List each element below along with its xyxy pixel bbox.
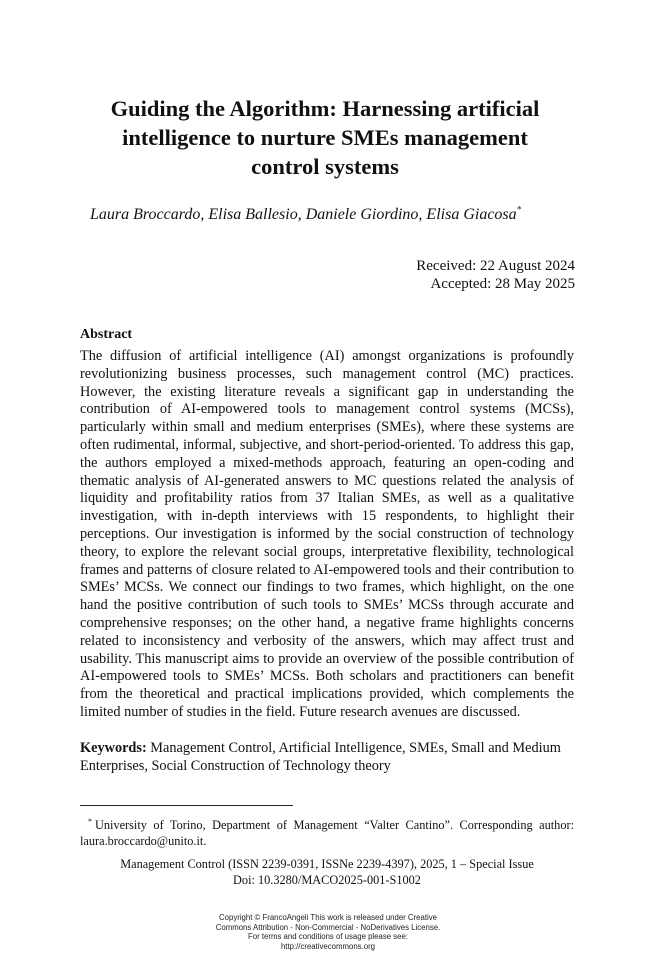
paper-title bbox=[90, 94, 560, 181]
submission-dates bbox=[416, 257, 575, 293]
abstract-text: The diffusion of artificial intelligence (AI) amongst organizations is profoundly revolutionizing business processes, such management control (MC) practices. However, the existing literature reveals a significant gap in understanding the contribution of AI-empowered tools to management control systems (MCSs), particularly within small and medium enterprises (SMEs), where these systems are often rudimental, informal, subjective, and short-period-oriented. To address this gap, the authors employed a mixed-methods approach, featuring an open-coding and thematic analysis of AI-generated answers to MC questions related the analysis of liquidity and profitability ratios from 37 Italian SMEs, as well as a qualitative investigation, with in-depth interviews with 15 respondents, to highlight their perceptions. Our investigation is informed by the social construction of technology theory, to explore the relevant social groups, interpretative flexibility, technological frames and patterns of closure related to AI-empowered tools and their contribution to SMEs’ MCSs. We connect our findings to two frames, which highlight, on the one hand the positive contribution of such tools to SMEs’ MCSs through accurate and comprehensive responses; on the other hand, a negative frame highlights concerns related to inconsistency and verbosity of the answers, which may affect trust and usability. This manuscript aims to provide an overview of the possible contribution of AI-empowered tools to SMEs’ MCSs. Both scholars and practitioners can benefit from the theoretical and practical implications provided, which complements the limited number of studies in the field. Future research avenues are discussed. bbox=[80, 348, 574, 720]
title-line: control systems bbox=[251, 154, 399, 179]
doi-line: Doi: 10.3280/MACO2025-001-S1002 bbox=[233, 872, 421, 887]
title-line: Guiding the Algorithm: Harnessing artificial bbox=[110, 96, 540, 121]
journal-line: Management Control (ISSN 2239-0391, ISSNe 2239-4397), 2025, 1 – Special Issue bbox=[120, 857, 534, 871]
affiliation-footnote bbox=[80, 818, 574, 849]
license-url: http://creativecommons.org bbox=[280, 942, 376, 952]
keywords-list: Management Control, Artificial Intelligence, SMEs, Small and Medium Enterprises, Social Construction of Technology theory bbox=[80, 740, 561, 774]
footnote-divider bbox=[80, 805, 293, 806]
keywords-section bbox=[80, 740, 574, 776]
author-list bbox=[90, 205, 590, 225]
journal-info bbox=[80, 857, 574, 888]
received-date: Received: 22 August 2024 bbox=[416, 258, 575, 274]
footnote-mark: * bbox=[88, 816, 92, 826]
author-footnote-mark: * bbox=[516, 204, 522, 215]
license-line: Commons Attribution - Non-Commercial - NoDerivatives License. bbox=[215, 922, 441, 932]
license-line: For terms and conditions of usage please see: bbox=[248, 932, 408, 942]
license-line: Copyright © FrancoAngeli This work is released under Creative bbox=[219, 913, 437, 922]
title-line: intelligence to nurture SMEs management bbox=[122, 125, 528, 150]
keywords-label: Keywords: bbox=[80, 740, 147, 756]
author-names: Laura Broccardo, Elisa Ballesio, Daniele Giordino, Elisa Giacosa bbox=[90, 206, 517, 223]
accepted-date: Accepted: 28 May 2025 bbox=[430, 276, 575, 292]
license-notice bbox=[150, 913, 506, 952]
footnote-text: University of Torino, Department of Management “Valter Cantino”. Corresponding author: laura.broccardo@unito.it. bbox=[80, 818, 574, 848]
abstract-heading: Abstract bbox=[80, 327, 133, 342]
